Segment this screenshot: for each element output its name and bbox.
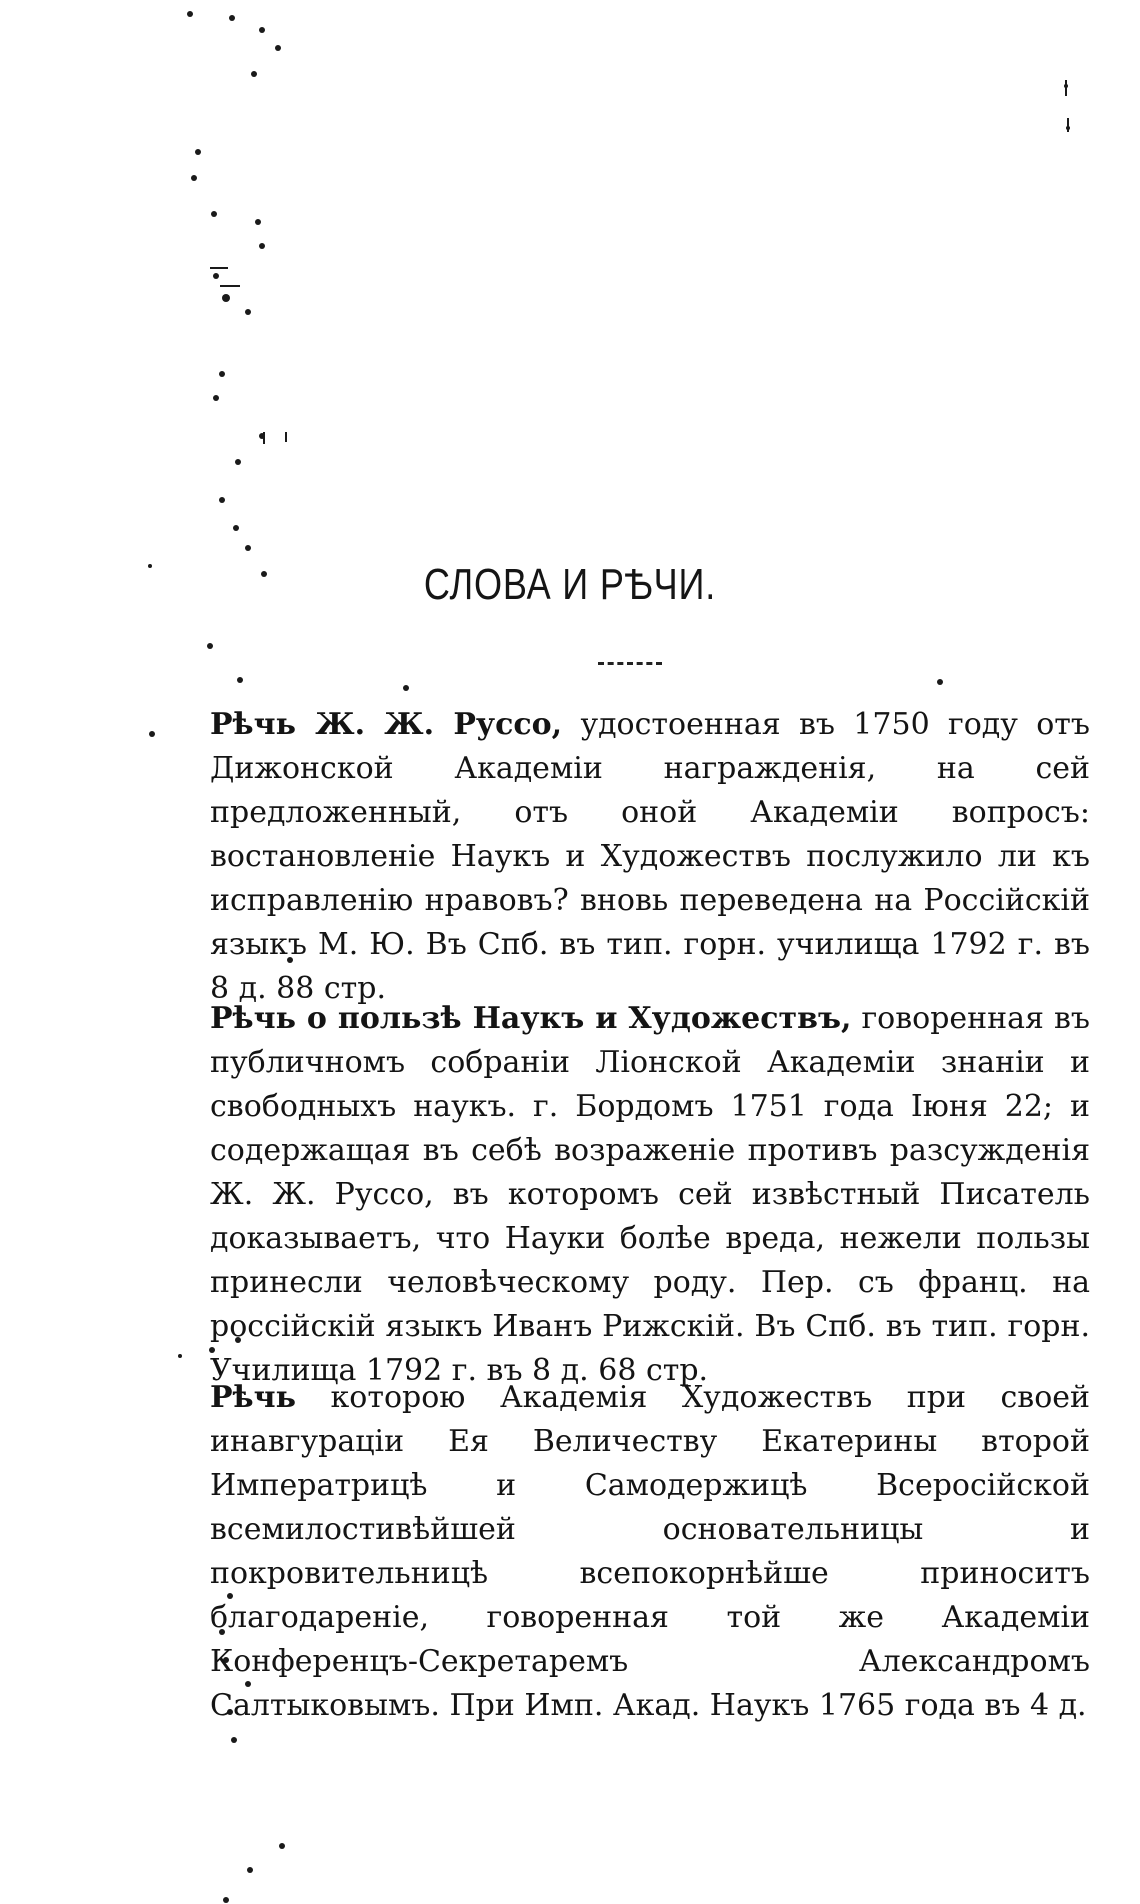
title-divider [598, 662, 662, 665]
entry-text: говоренная въ публичномъ собраніи Ліонской Академіи знаніи и свободныхъ наукъ. г. Бордомъ 1751 года Іюня 22; и содержащая въ себѣ возраженіе противъ разсужденія Ж. Ж. Руссо, въ которомъ сей извѣстный Писатель доказываетъ, что Науки болѣе вреда, нежели пользы принесли человѣческому роду. Пер. съ франц. на россійскій языкъ Иванъ Рижскій. Въ Спб. въ тип. горн. Училища 1792 г. въ 8 д. 68 стр. [210, 1001, 1090, 1388]
entry-heading: Рѣчь о пользѣ Наукъ и Художествъ, [210, 1001, 852, 1036]
entry-text: удостоенная въ 1750 году отъ Дижонской Академіи награжденія, на сей предложенный, отъ оной Академіи вопросъ: востановленіе Наукъ и Художествъ послужило ли къ исправленію нравовъ? вновь переведена на Россійскій языкъ М. Ю. Въ Спб. въ тип. горн. училища 1792 г. въ 8 д. 88 стр. [210, 707, 1090, 1006]
entry-heading: Рѣчь [210, 1380, 296, 1415]
bibliography-entry [210, 1376, 1090, 1728]
bibliography-entry [210, 703, 1090, 1011]
bibliography-entry [210, 997, 1090, 1393]
entry-heading: Рѣчь Ж. Ж. Руссо, [210, 707, 563, 742]
section-title: СЛОВА И РѢЧИ. [423, 560, 717, 609]
entry-text: которою Академія Художествъ при своей инавгураціи Ея Величеству Екатерины второй Императрицѣ и Самодержицѣ Всеросійской всемилостивѣйшей основательницы и покровительницѣ всепокорнѣйше приноситъ благодареніе, говоренная той же Академіи Конференцъ-Секретаремъ Александромъ Салтыковымъ. При Имп. Акад. Наукъ 1765 года въ 4 д. [210, 1380, 1090, 1723]
